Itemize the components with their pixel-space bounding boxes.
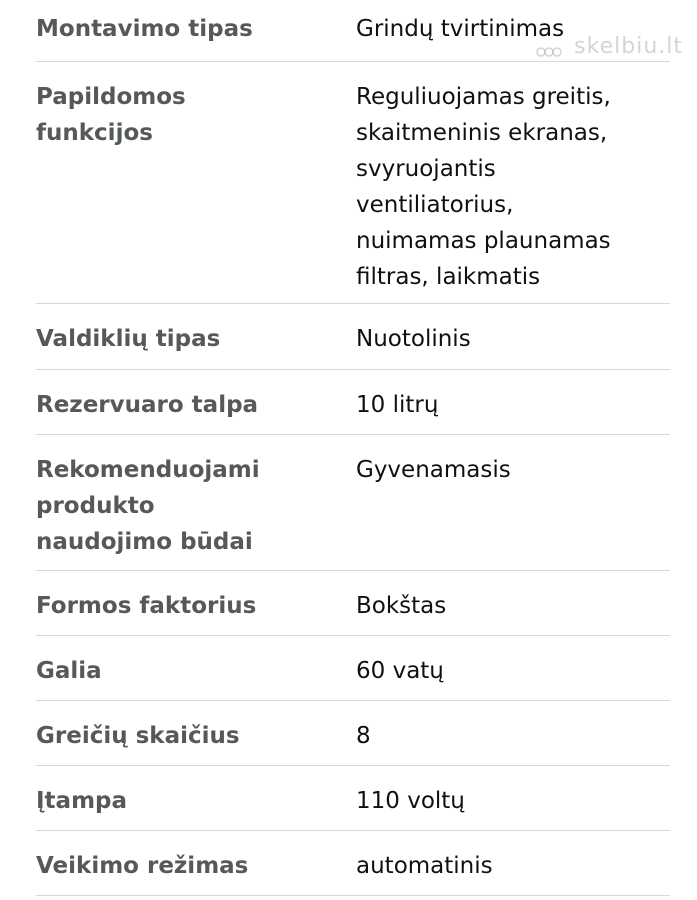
spec-value: 110 voltų <box>356 788 465 814</box>
spec-row-operating-mode <box>36 831 670 896</box>
spec-label: Veikimo režimas <box>36 853 249 879</box>
spec-row-speed-count <box>36 701 670 766</box>
spec-value: 8 <box>356 723 371 749</box>
spec-value: 60 vatų <box>356 658 444 684</box>
spec-label: Papildomos funkcijos <box>36 84 186 146</box>
spec-row-form-factor <box>36 571 670 636</box>
spec-value: automatinis <box>356 853 493 879</box>
spec-row-voltage <box>36 766 670 831</box>
spec-value: Nuotolinis <box>356 326 471 352</box>
spec-value: Grindų tvirtinimas <box>356 16 565 42</box>
spec-label: Rekomenduojami produkto naudojimo būdai <box>36 457 260 555</box>
spec-label: Rezervuaro talpa <box>36 392 259 418</box>
spec-row-recommended-uses <box>36 435 670 571</box>
product-spec-table <box>36 0 670 896</box>
spec-row-controller-type <box>36 304 670 370</box>
spec-label: Formos faktorius <box>36 593 257 619</box>
spec-row-tank-capacity <box>36 370 670 435</box>
spec-value: 10 litrų <box>356 392 439 418</box>
spec-label: Galia <box>36 658 102 684</box>
watermark <box>536 34 683 59</box>
spec-value: Reguliuojamas greitis, skaitmeninis ekranas, svyruojantis ventiliatorius, nuimamas plaunamas filtras, laikmatis <box>356 84 611 290</box>
watermark-logo-icon <box>536 40 562 54</box>
spec-label: Įtampa <box>36 788 128 814</box>
spec-value: Bokštas <box>356 593 447 619</box>
spec-value: Gyvenamasis <box>356 457 511 483</box>
spec-label: Montavimo tipas <box>36 16 253 42</box>
spec-label: Greičių skaičius <box>36 723 240 749</box>
watermark-text: skelbiu.lt <box>574 34 683 59</box>
spec-row-power <box>36 636 670 701</box>
spec-label: Valdiklių tipas <box>36 326 221 352</box>
spec-row-additional-features <box>36 62 670 304</box>
